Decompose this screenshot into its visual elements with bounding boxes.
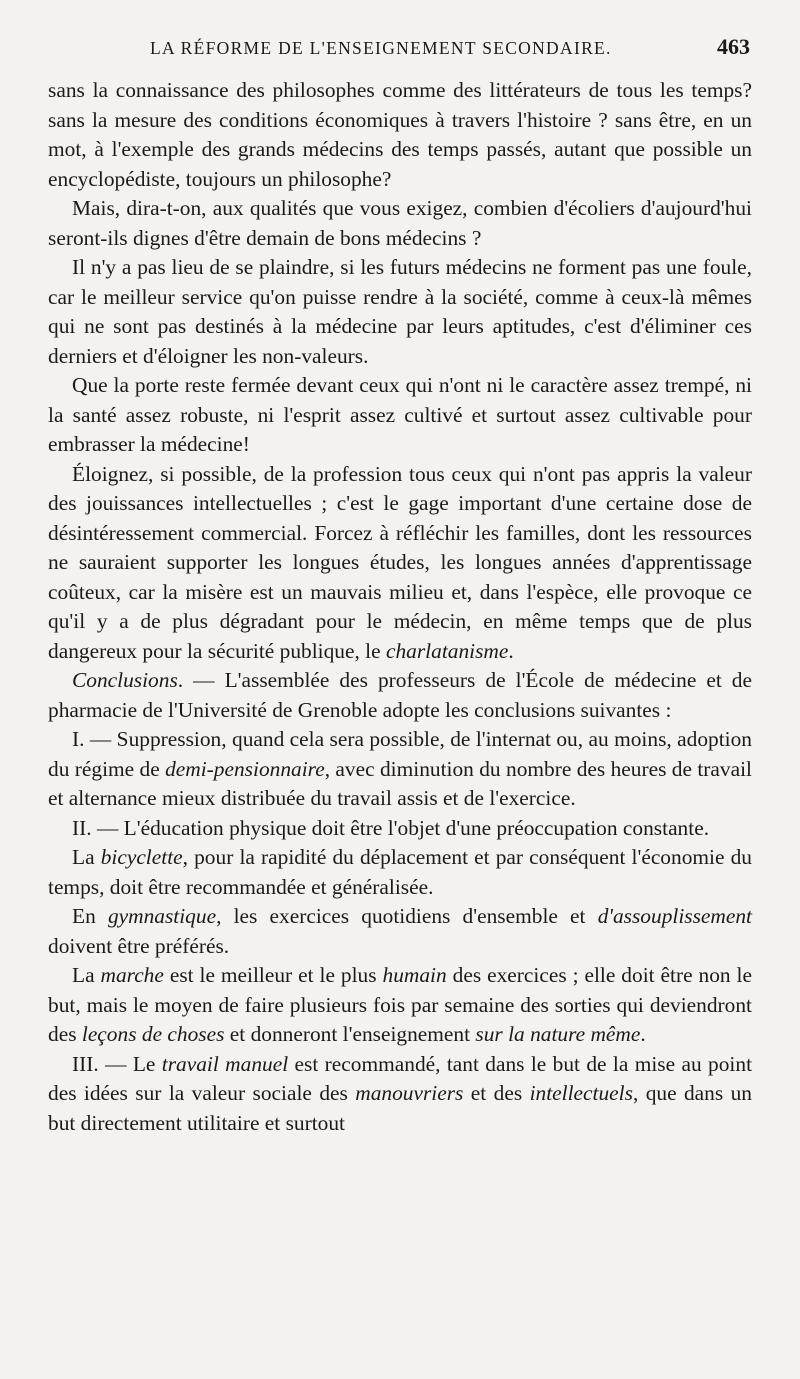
italic-text: gymnastique: [107, 904, 217, 928]
italic-text: sur la nature même: [475, 1022, 641, 1046]
text-run: Que la porte reste fermée devant ceux qui n'ont ni le caractère assez trempé, ni la santé assez robuste, ni l'esprit assez cultivé et surtout assez cultivable pour embrasser la médecine!: [48, 373, 752, 456]
text-run: .: [508, 638, 514, 663]
text-run: La: [72, 845, 101, 869]
text-run: et donneront l'enseignement: [224, 1022, 476, 1046]
page-number: 463: [717, 34, 750, 59]
italic-text: intellectuels: [529, 1081, 633, 1105]
italic-text: d'assouplissement: [597, 904, 752, 928]
text-run: Mais, dira-t-on, aux qualités que vous exigez, combien d'écoliers d'aujourd'hui seront-ils dignes d'être demain de bons médecins ?: [48, 196, 752, 250]
text-run: II. — L'éducation physique doit être l'objet d'une préoccupation constante.: [72, 815, 710, 840]
paragraph: [48, 843, 752, 902]
text-run: En: [72, 904, 108, 928]
running-head: [48, 34, 752, 76]
paragraph: [48, 666, 752, 725]
italic-text: charlatanisme: [385, 638, 509, 663]
body-text: [48, 76, 752, 1138]
paragraph: [48, 902, 752, 961]
text-run: doivent être préférés.: [48, 933, 230, 958]
text-run: I. — Suppression, quand cela sera possible, de l'internat ou, au moins, adoption du régime de: [48, 727, 752, 781]
text-run: , que dans un but directement utilitaire et surtout: [48, 1081, 752, 1135]
text-run: , avec diminution du nombre des heures de travail et alternance mieux distribuée du travail assis et de l'exercice.: [48, 756, 752, 810]
paragraph: [48, 253, 752, 371]
text-run: , pour la rapidité du déplacement et par conséquent l'économie du temps, doit être recommandée et généralisée.: [48, 845, 752, 899]
italic-text: travail manuel: [161, 1051, 289, 1076]
paragraph: [48, 814, 752, 844]
text-run: des exercices ; elle doit être non le but, mais le moyen de faire plusieurs fois par semaine des sorties qui deviendront des: [48, 963, 752, 1046]
italic-text: demi-pensionnaire: [165, 756, 325, 781]
paragraph: [48, 371, 752, 460]
text-run: est recommandé, tant dans le but de la mise au point des idées sur la valeur sociale des: [48, 1051, 753, 1105]
italic-text: leçons de choses: [81, 1022, 225, 1046]
paragraph: [48, 76, 752, 194]
paragraph: [48, 1050, 752, 1139]
text-run: et des: [463, 1081, 530, 1105]
text-run: Il n'y a pas lieu de se plaindre, si les futurs médecins ne forment pas une foule, car le meilleur service qu'on puisse rendre à la société, comme à ceux-là mêmes qui ne sont pas destinés à la médecine par leurs aptitudes, c'est d'éliminer ces derniers et d'éloigner les non-valeurs.: [48, 255, 752, 368]
italic-text: marche: [100, 963, 164, 987]
paragraph: [48, 725, 752, 814]
italic-text: bicyclette: [100, 845, 183, 869]
text-run: , les exercices quotidiens d'ensemble et: [216, 904, 598, 928]
italic-text: Conclusions: [72, 668, 178, 692]
text-run: est le meilleur et le plus: [163, 963, 383, 987]
running-title: LA RÉFORME DE L'ENSEIGNEMENT SECONDAIRE.: [150, 38, 612, 58]
text-run: .: [640, 1022, 646, 1046]
text-run: sans la connaissance des philosophes comme des littérateurs de tous les temps? sans la mesure des conditions économiques à travers l'histoire ? sans être, en un mot, à l'exemple des grands médecins des temps passés, autant que possible un encyclopédiste, toujours un philosophe?: [48, 78, 752, 191]
text-run: Éloignez, si possible, de la profession tous ceux qui n'ont pas appris la valeur des jouissances intellectuelles ; c'est le gage important d'une certaine dose de désintéressement commercial. Forcez à réfléchir les familles, dont les ressources ne sauraient supporter les longues études, les longues années d'apprentissage coûteux, car la misère est un mauvais milieu et, dans l'espèce, elle provoque ce qu'il y a de plus dégradant pour le médecin, en même temps que de plus dangereux pour la sécurité publique, le: [48, 461, 752, 663]
text-run: La: [72, 963, 101, 987]
italic-text: humain: [382, 963, 447, 987]
paragraph: [48, 961, 752, 1050]
paragraph: [48, 460, 752, 667]
text-run: . — L'assemblée des professeurs de l'École de médecine et de pharmacie de l'Université de Grenoble adopte les conclusions suivantes :: [48, 668, 752, 722]
text-run: III. — Le: [72, 1051, 162, 1076]
italic-text: manouvriers: [355, 1081, 464, 1105]
paragraph: [48, 194, 752, 253]
